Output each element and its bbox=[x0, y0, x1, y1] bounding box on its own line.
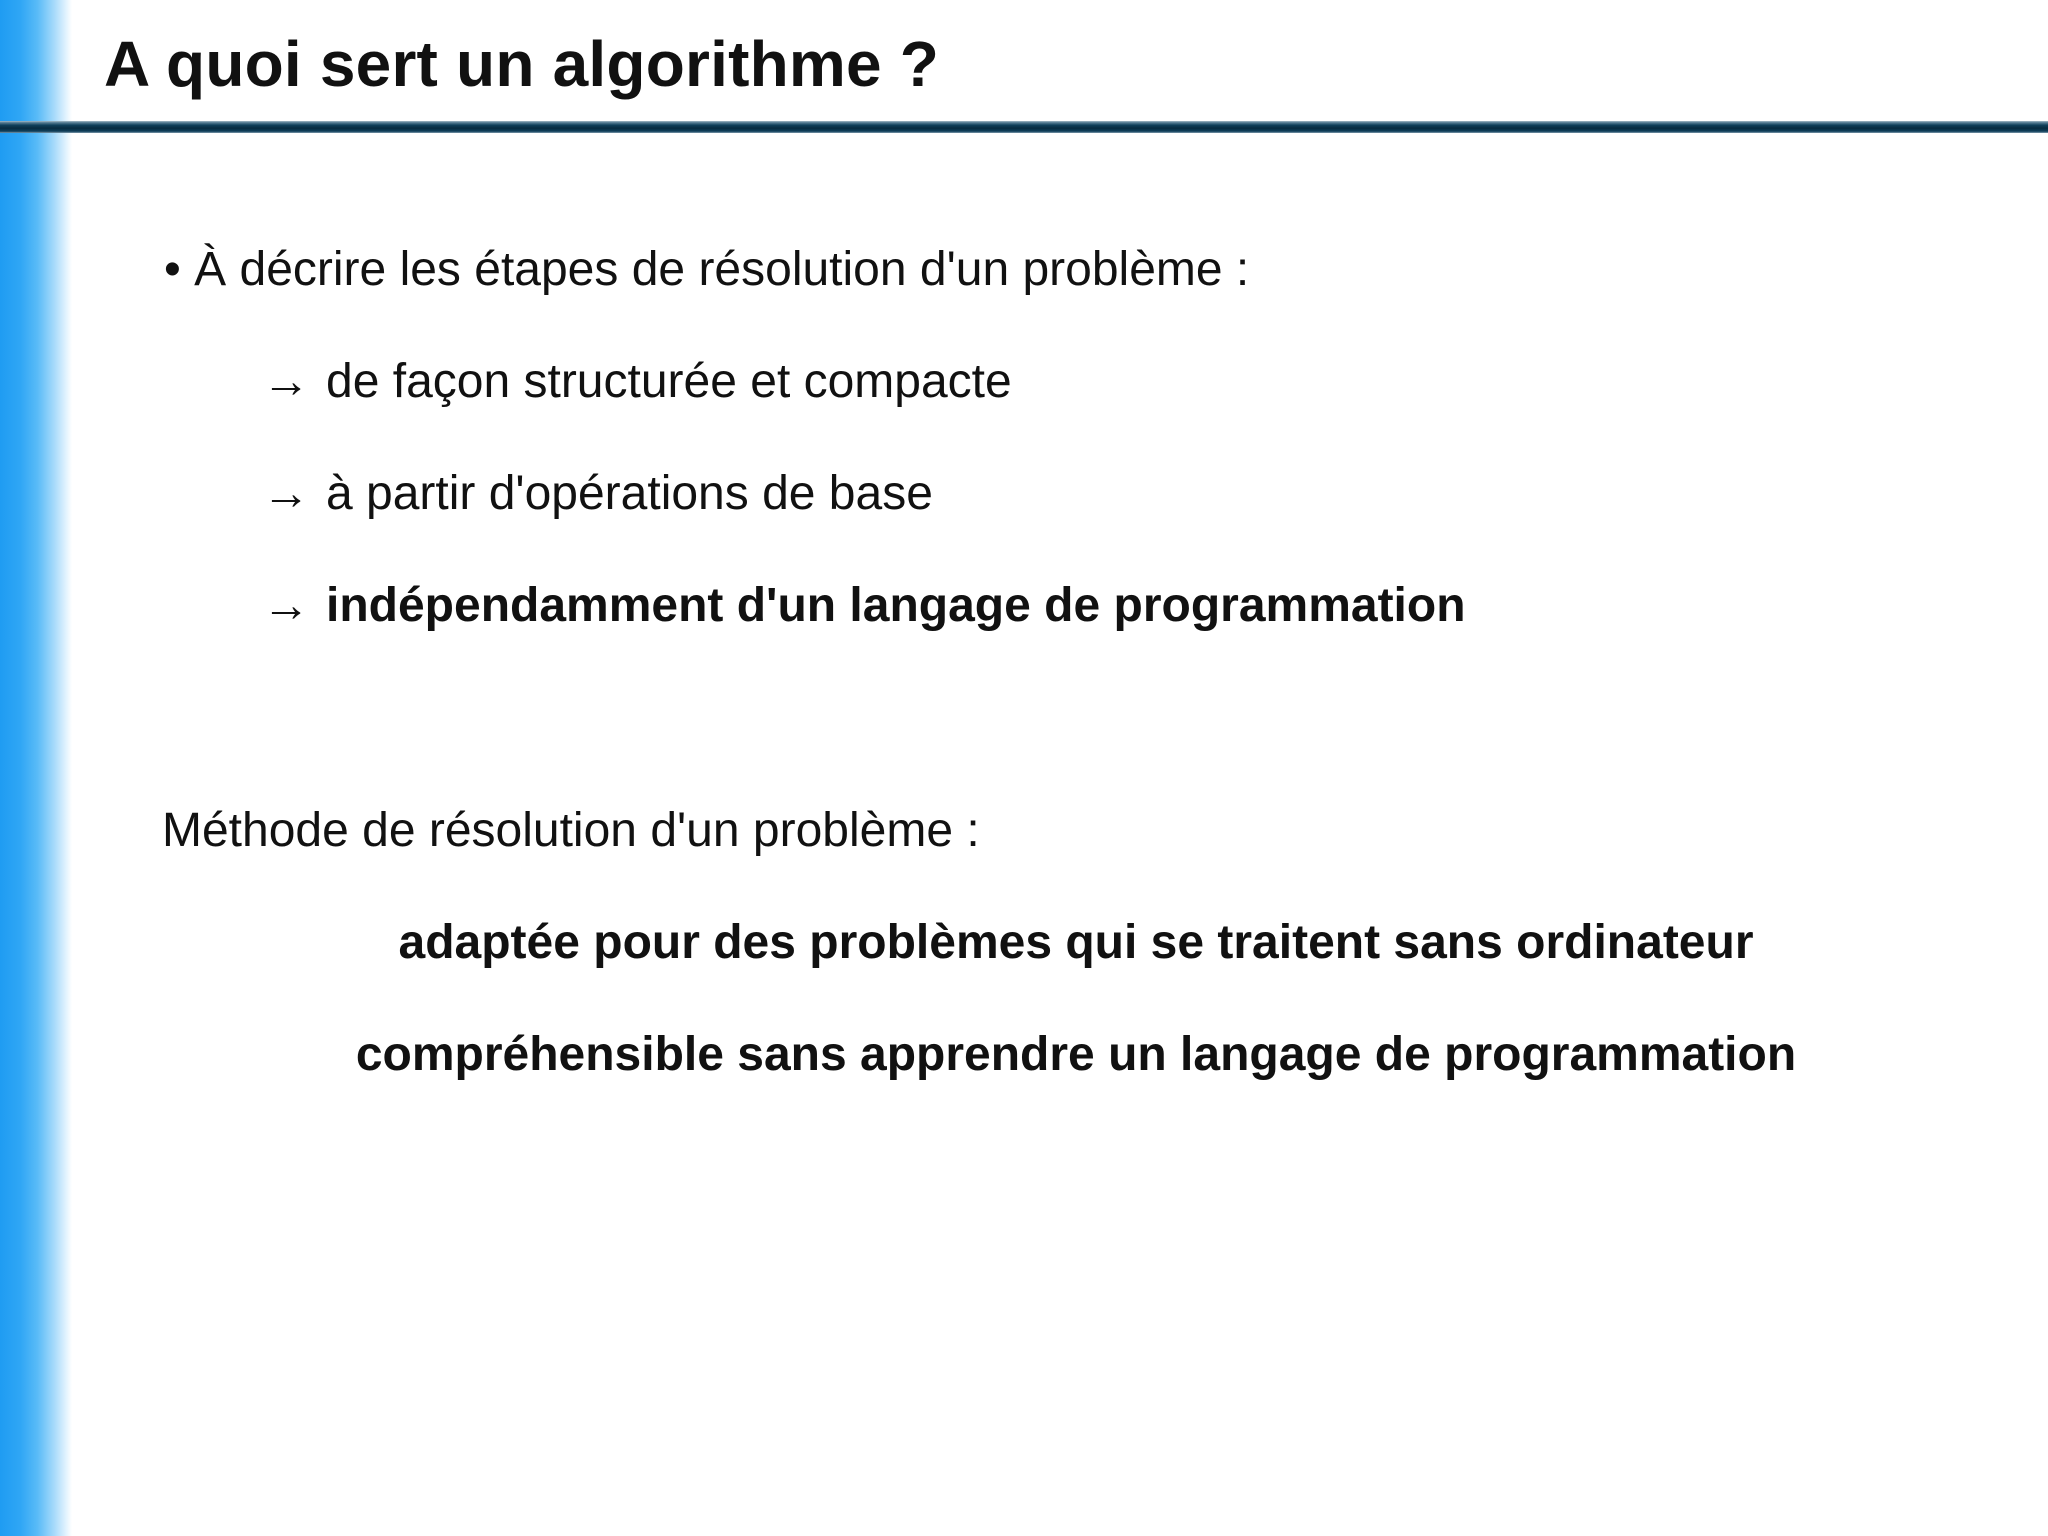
sub-item-3 bbox=[262, 576, 1466, 636]
method-point-2: compréhensible sans apprendre un langage de programmation bbox=[355, 1028, 1797, 1081]
sub-item-1 bbox=[262, 352, 1012, 412]
arrow-icon: → bbox=[262, 579, 310, 632]
bullet-marker: • bbox=[164, 243, 181, 296]
sub-item-text: indépendamment d'un langage de programmation bbox=[326, 579, 1466, 632]
sub-item-text: à partir d'opérations de base bbox=[326, 467, 933, 520]
method-point-1: adaptée pour des problèmes qui se traitent sans ordinateur bbox=[398, 916, 1754, 969]
slide-title: A quoi sert un algorithme ? bbox=[104, 28, 940, 100]
sub-item-text: de façon structurée et compacte bbox=[326, 355, 1012, 408]
arrow-icon: → bbox=[262, 467, 310, 520]
bullet-text: À décrire les étapes de résolution d'un problème : bbox=[194, 243, 1250, 296]
left-accent-bar bbox=[0, 0, 72, 1536]
method-heading: Méthode de résolution d'un problème : bbox=[162, 804, 980, 857]
arrow-icon: → bbox=[262, 355, 310, 408]
sub-item-2 bbox=[262, 464, 933, 524]
bullet-item bbox=[164, 240, 1249, 300]
title-underline bbox=[0, 121, 2048, 133]
